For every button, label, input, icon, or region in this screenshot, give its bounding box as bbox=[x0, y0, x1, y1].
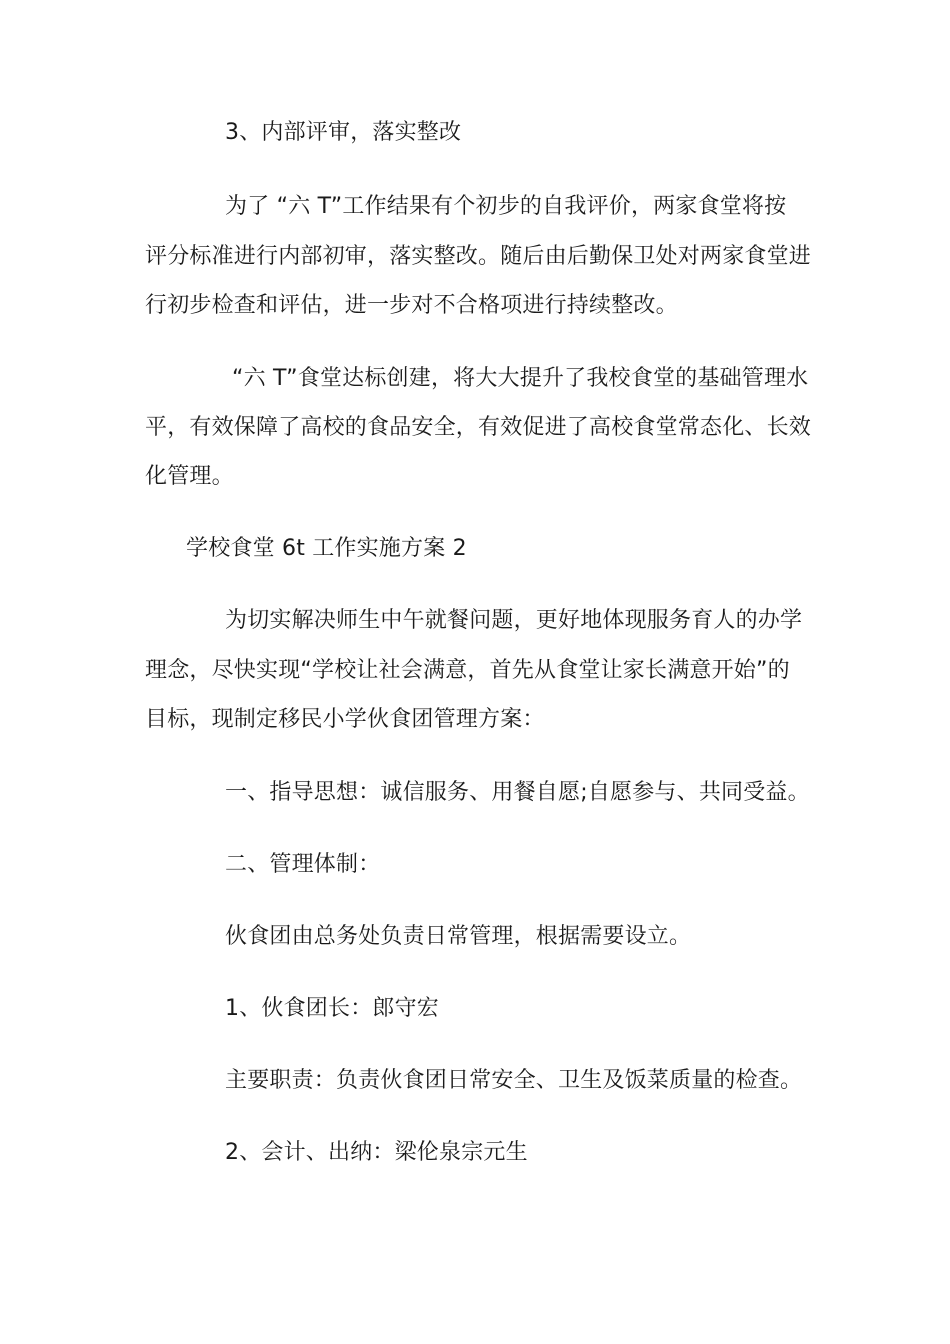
paragraph-line: 为了 “六 T”工作结果有个初步的自我评价，两家食堂将按 bbox=[225, 194, 787, 219]
list-item: 2、会计、出纳：梁伦泉宗元生 bbox=[225, 1140, 528, 1165]
paragraph-line: 评分标准进行内部初审，落实整改。随后由后勤保卫处对两家食堂进 bbox=[145, 244, 812, 269]
management-heading: 二、管理体制： bbox=[225, 852, 381, 877]
paragraph-line: 平，有效保障了高校的食品安全，有效促进了高校食堂常态化、长效 bbox=[145, 415, 812, 440]
guiding-thought: 一、指导思想：诚信服务、用餐自愿;自愿参与、共同受益。 bbox=[225, 780, 810, 805]
paragraph-line: 理念，尽快实现“学校让社会满意，首先从食堂让家长满意开始”的 bbox=[145, 658, 790, 683]
paragraph-line: 为切实解决师生中午就餐问题，更好地体现服务育人的办学 bbox=[225, 608, 803, 633]
plan-title: 学校食堂 6t 工作实施方案 2 bbox=[186, 536, 467, 561]
paragraph-line: “六 T”食堂达标创建，将大大提升了我校食堂的基础管理水 bbox=[232, 366, 809, 391]
list-item: 1、伙食团长：郎守宏 bbox=[225, 996, 439, 1021]
management-text: 伙食团由总务处负责日常管理，根据需要设立。 bbox=[225, 924, 692, 949]
list-item-duty: 主要职责：负责伙食团日常安全、卫生及饭菜质量的检查。 bbox=[225, 1068, 803, 1093]
section-heading: 3、内部评审，落实整改 bbox=[225, 120, 462, 145]
paragraph-line: 目标，现制定移民小学伙食团管理方案： bbox=[145, 707, 545, 732]
paragraph-line: 行初步检查和评估，进一步对不合格项进行持续整改。 bbox=[145, 293, 678, 318]
paragraph-line: 化管理。 bbox=[145, 464, 234, 489]
